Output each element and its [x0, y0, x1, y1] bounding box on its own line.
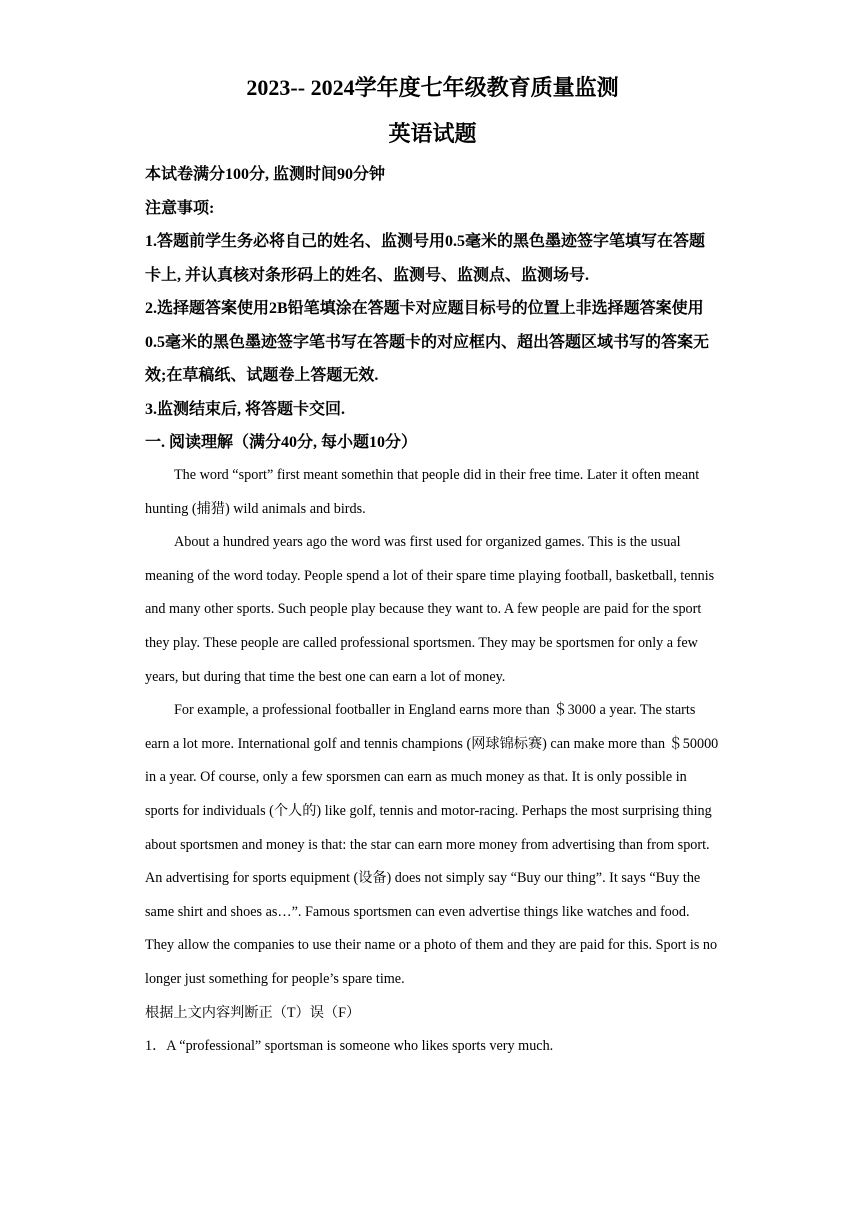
- exam-info: 本试卷满分100分, 监测时间90分钟: [145, 166, 386, 183]
- note-item-2: 2.选择题答案使用2B铅笔填涂在答题卡对应题目标号的位置上非选择题答案使用0.5毫米的黑色墨迹签字笔书写在答题卡的对应框内、超出答题区域书写的答案无效;在草稿纸、试题卷上答题无效.: [145, 300, 710, 384]
- exam-page: [145, 70, 720, 1064]
- note-item-3: 3.监测结束后, 将答题卡交回.: [145, 400, 346, 418]
- question-instruction: 根据上文内容判断正（T）误（F）: [145, 1004, 361, 1021]
- exam-subtitle: 英语试题: [388, 121, 477, 146]
- notes-heading: 注意事项:: [145, 199, 215, 217]
- passage-paragraph-3: For example, a professional footballer in England earns more than ＄3000 a year. The starts earn a lot more. International golf and tennis champions (网球锦标赛) can make more than ＄50000 in a year. Of course, only a few sporsmen can earn as much money as that. It is only possible in sports for individuals (个人的) like golf, tennis and motor-racing. Perhaps the most surprising thing about sportsmen and money is that: the star can earn more money from advertising than from sport. An advertising for sports equipment (设备) does not simply say “Buy our thing”. It says “Buy the same shirt and shoes as…”. Famous sportsmen can even advertise things like watches and food. They allow the companies to use their name or a photo of them and they are paid for this. Sport is no longer just something for people’s spare time.: [145, 702, 719, 987]
- note-item-1: 1.答题前学生务必将自己的姓名、监测号用0.5毫米的黑色墨迹签字笔填写在答题卡上, 并认真核对条形码上的姓名、监测号、监测点、监测场号.: [145, 233, 706, 284]
- question-1: 1．A “professional” sportsman is someone who likes sports very much.: [145, 1038, 554, 1055]
- section-heading: 一. 阅读理解（满分40分, 每小题10分）: [145, 434, 418, 451]
- exam-title: 2023-- 2024学年度七年级教育质量监测: [246, 75, 619, 100]
- passage-paragraph-2: About a hundred years ago the word was first used for organized games. This is the usual meaning of the word today. People spend a lot of their spare time playing football, basketball, tennis and many other sports. Such people play because they want to. A few people are paid for the sport they play. These people are called professional sportsmen. They may be sportsmen for only a few years, but during that time the best one can earn a lot of money.: [145, 534, 715, 685]
- passage-paragraph-1: The word “sport” first meant somethin that people did in their free time. Later it often meant hunting (捕猎) wild animals and birds.: [145, 467, 700, 517]
